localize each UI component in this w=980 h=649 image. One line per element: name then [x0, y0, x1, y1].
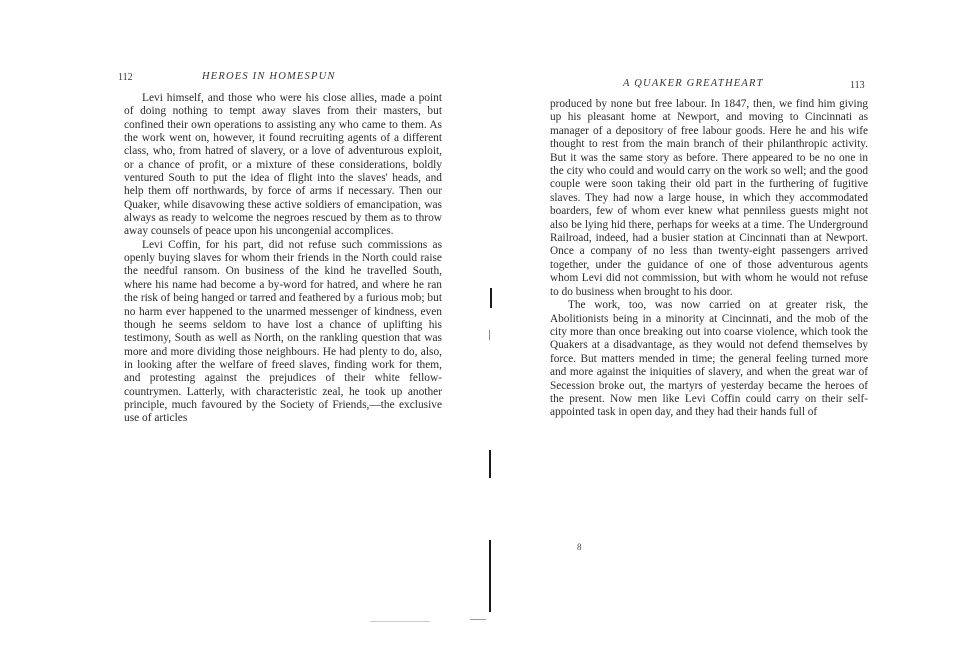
left-paragraph-2: Levi Coffin, for his part, did not refuse such commissions as openly buying slaves for whom their friends in the North could raise the needful ransom. On business of the kind he travelled South, where his name had become a by-word for hatred, and where he ran the risk of being hanged or tarred and feathered by a furious mob; but no harm ever happened to the unarmed messenger of kindness, even though he seems seldom to have lost a chance of uplifting his testimony, South as well as North, on the rankling question that was more and more dividing those neighbours. He had plenty to do, also, in looking after the welfare of freed slaves, finding work for them, and protesting against the prejudices of their white fellow-countrymen. Latterly, with characteristic zeal, he took up another principle, much favoured by the Society of Friends,—the exclusive use of articles [124, 238, 442, 425]
signature-mark: 8 [577, 542, 582, 552]
left-paragraph-1: Levi himself, and those who were his close allies, made a point of doing nothing to tempt away slaves from their masters, but confined their own operations to assisting any who came to them. As the work went on, however, it found recruiting agents of a different class, who, from hatred of slavery, or a love of adventurous exploit, or a chance of profit, or a mixture of these considerations, boldly ventured South to put the idea of flight into the slaves' heads, and help them off northwards, by force of arms if necessary. Then our Quaker, while disavowing these active soldiers of emancipation, was always as ready to welcome the negroes rescued by them as to throw away counsels of peace upon his uncongenial accomplices. [124, 92, 442, 238]
bottom-edge-line [370, 621, 430, 622]
left-page-number: 112 [118, 72, 133, 83]
right-text-block [550, 98, 868, 420]
right-paragraph-1: produced by none but free labour. In 1847, then, we find him giving up his pleasant home at Newport, and moving to Cincinnati as manager of a depository of free labour goods. Here he and his wife thought to rest from the main branch of their philanthropic activity. But it was the same story as before. There appeared to be no one in the city who could and would carry on the work so well; and the good couple were soon taking their old part in the furthering of fugitive slaves. They had now a large house, in which they accommodated boarders, few of whom ever knew what penniless guests might not also be lying hid there, perhaps for weeks at a time. The Underground Railroad, indeed, had a busier station at Cincinnati than at Newport. Once a company of no less than twenty-eight passengers arrived together, under the guidance of one of those adventurous agents whom Levi did not commission, but with whom he would not refuse to do business when brought to his door. [550, 98, 868, 298]
right-page [490, 0, 980, 649]
left-running-head: HEROES IN HOMESPUN [202, 71, 336, 82]
gutter-tick [470, 619, 486, 620]
right-page-number: 113 [850, 80, 865, 91]
left-text-block [124, 92, 442, 426]
right-paragraph-2: The work, too, was now carried on at greater risk, the Abolitionists being in a minority at Cincinnati, and the mob of the city more than once breaking out into coarse violence, which took the Quakers at a disadvantage, as they would not defend themselves by force. But matters mended in time; the general feeling turned more and more against the iniquities of slavery, and when the great war of Secession broke out, the martyrs of yesterday became the heroes of the present. Now men like Levi Coffin could carry on their self-appointed task in open day, and they had their hands full of [550, 299, 868, 419]
right-running-head: A QUAKER GREATHEART [623, 78, 764, 89]
